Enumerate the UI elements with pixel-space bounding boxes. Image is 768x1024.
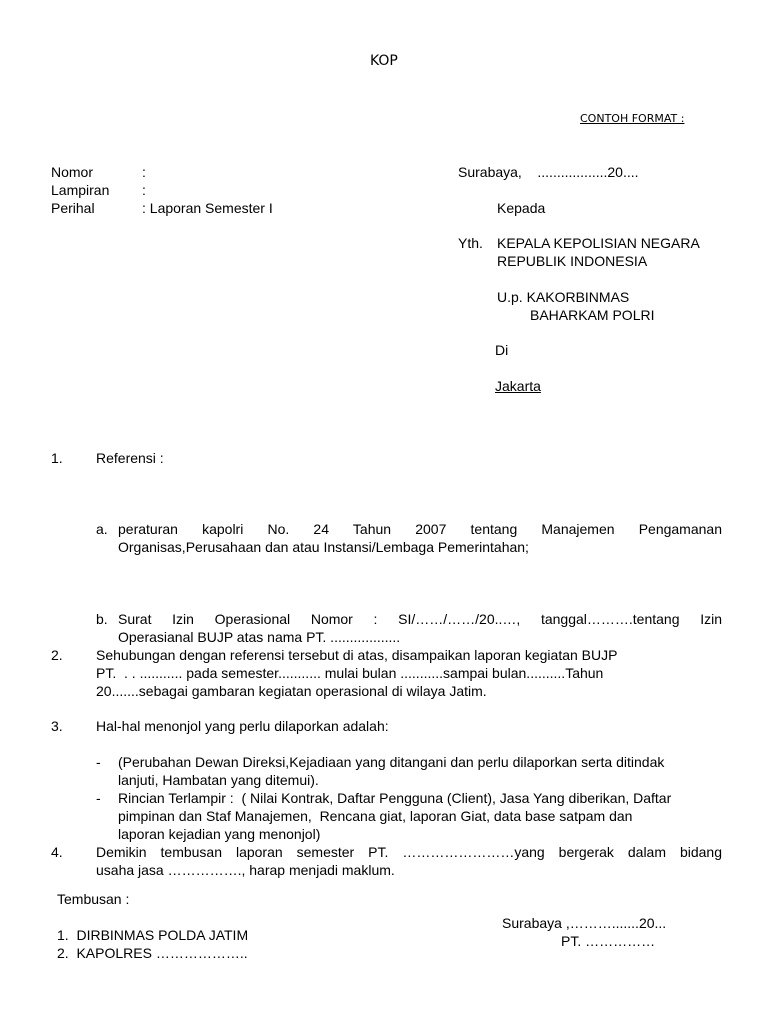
perihal-value: : Laporan Semester I (142, 200, 273, 216)
ref-a-line-1: peraturan kapolri No. 24 Tahun 2007 tentang Manajemen Pengamanan (118, 521, 722, 537)
recipient-line-2: REPUBLIK INDONESIA (497, 253, 648, 269)
up-line-1: U.p. KAKORBINMAS (497, 289, 630, 305)
yth-label: Yth. (458, 235, 483, 251)
para-4-line-1: Demikin tembusan laporan semester PT. ……………………yang bergerak dalam bidang (96, 844, 722, 860)
dash-2-line-2: pimpinan dan Staf Manajemen, Rencana giat, laporan Giat, data base satpam dan (118, 808, 633, 824)
contoh-format-label: CONTOH FORMAT : (580, 112, 685, 125)
recipient-city: Jakarta (495, 378, 541, 394)
signature-company: PT. …………… (561, 933, 656, 949)
dash-2-line-1: Rincian Terlampir : ( Nilai Kontrak, Daftar Pengguna (Client), Jasa Yang diberikan, Daftar (118, 790, 672, 806)
kop-heading: KOP (370, 53, 398, 69)
ref-b-line-2: Operasianal BUJP atas nama PT. .................. (118, 629, 401, 645)
recipient-line-1: KEPALA KEPOLISIAN NEGARA (497, 235, 700, 251)
ref-a-marker: a. (96, 521, 108, 537)
up-line-2: BAHARKAM POLRI (530, 307, 655, 323)
referensi-heading: Referensi : (96, 450, 164, 466)
dash-marker-1: - (96, 754, 101, 770)
para-2-line-1: Sehubungan dengan referensi tersebut di atas, disampaikan laporan kegiatan BUJP (96, 647, 618, 663)
nomor-label: Nomor (51, 164, 94, 180)
dash-marker-2: - (96, 790, 101, 806)
signature-place-date: Surabaya ,……….......20... (502, 915, 667, 931)
para-2-line-2: PT. . . ........... pada semester........... mulai bulan ...........sampai bulan..........Tahun (96, 665, 604, 681)
place-date: Surabaya, ..................20.... (458, 164, 639, 180)
ref-a-line-2: Organisas,Perusahaan dan atau Instansi/Lembaga Pemerintahan; (118, 539, 529, 555)
kepada-label: Kepada (497, 200, 546, 216)
tembusan-heading: Tembusan : (57, 891, 130, 907)
para-3: Hal-hal menonjol yang perlu dilaporkan adalah: (96, 718, 389, 734)
para-2-line-3: 20.......sebagai gambaran kegiatan operasional di wilaya Jatim. (96, 683, 487, 699)
dash-2-line-3: laporan kejadian yang menonjol) (118, 826, 321, 842)
item-number-1: 1. (51, 450, 63, 466)
lampiran-separator: : (142, 182, 146, 198)
item-number-2: 2. (51, 647, 63, 663)
para-4-line-2: usaha jasa ……………., harap menjadi maklum. (96, 862, 395, 878)
dash-1-line-1: (Perubahan Dewan Direksi,Kejadiaan yang ditangani dan perlu dilaporkan serta ditindak (118, 754, 665, 770)
nomor-separator: : (142, 164, 146, 180)
dash-1-line-2: lanjuti, Hambatan yang ditemui). (118, 772, 319, 788)
ref-b-marker: b. (96, 611, 108, 627)
ref-b-line-1: Surat Izin Operasional Nomor : SI/……/……/20..…, tanggal……….tentang Izin (118, 611, 722, 627)
lampiran-label: Lampiran (51, 182, 110, 198)
tembusan-item-2: 2. KAPOLRES ……………….. (57, 945, 248, 961)
tembusan-item-1: 1. DIRBINMAS POLDA JATIM (57, 927, 249, 943)
di-label: Di (495, 342, 509, 358)
item-number-3: 3. (51, 718, 63, 734)
perihal-label: Perihal (51, 200, 95, 216)
item-number-4: 4. (51, 844, 63, 860)
